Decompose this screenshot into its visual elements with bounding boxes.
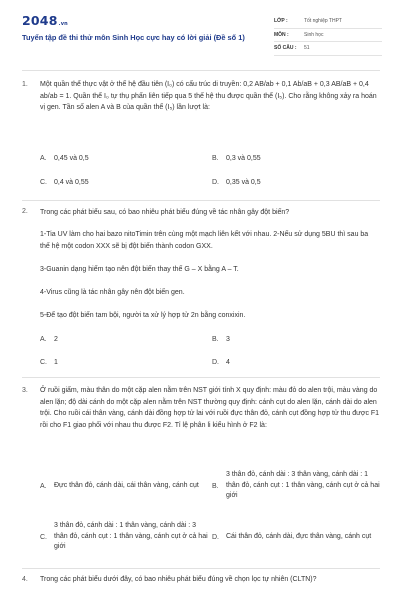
question-text: Một quần thể thực vật ở thế hệ đầu tiên (I₀) có cấu trúc di truyền: 0,2 AB/ab + 0,1 Ab/aB + 0,3 AB/aB + 0,4 ab/ab = 1. Quần thể I₀ tự thụ phấn liên tiếp qua 5 thế hệ thu được quần thể (I₅). Cho rằng không xảy ra hoán vị gen. Tần số alen A và B của quần thể (I₅) lần lượt là: <box>40 81 377 112</box>
meta-label: SỐ CÂU : <box>274 45 297 52</box>
option-letter: D. <box>212 179 219 186</box>
option-b[interactable] <box>212 465 380 507</box>
option-text: 0,45 và 0,5 <box>54 155 89 162</box>
option-text: 3 <box>226 336 230 343</box>
option-text: 3 thân đỏ, cánh dài : 1 thân vàng, cánh dài : 3 thân đỏ, cánh cụt : 1 thân vàng, cánh cụt ở cả hai giới <box>54 522 208 551</box>
meta-row-subject <box>274 29 382 43</box>
site-logo[interactable] <box>22 13 68 28</box>
statement-1-2: 1-Tia UV làm cho hai bazo nitoTimin trên cùng một mạch liên kết với nhau. 2-Nếu sử dụng 5BU thì sau ba thế hệ một codon XXX sẽ bị đột biến thành codon GXX. <box>40 231 369 250</box>
option-text: 2 <box>54 336 58 343</box>
document-meta <box>274 15 382 56</box>
meta-label: LỚP : <box>274 18 288 25</box>
divider <box>22 200 380 201</box>
meta-value: Tốt nghiệp THPT <box>304 18 342 25</box>
question-number: 1. <box>22 81 28 88</box>
option-letter: C. <box>40 179 47 186</box>
option-text: 4 <box>226 359 230 366</box>
option-text: 3 thân đỏ, cánh dài : 3 thân vàng, cánh dài : 1 thân đỏ, cánh cụt : 1 thân vàng, cánh cụt ở cả hai giới <box>226 471 380 500</box>
question-text: Trong các phát biểu dưới đây, có bao nhiêu phát biểu đúng về chọn lọc tự nhiên (CLTN)? <box>40 576 317 583</box>
question-text: Ở ruồi giấm, màu thân do một cặp alen nằm trên NST giới tính X quy định: màu đỏ do alen trội, màu vàng do alen lặn; độ dài cánh do một cặp alen nằm trên NST thường quy định: cánh cụt do alen lặn, cánh dài do alen trội. Cho ruồi cái thân vàng, cánh dài đồng hợp tử lai với ruồi đực thân đỏ, cánh cụt đồng hợp tử thu được F1 rồi cho F1 giao phối với nhau thu được F2. Tỉ lệ phân li kiểu hình ở F2 là: <box>40 387 380 429</box>
document-title: Tuyển tập đề thi thử môn Sinh Học cực hay có lời giải (Đề số 1) <box>22 33 245 42</box>
option-letter: A. <box>40 155 47 162</box>
question-2 <box>22 207 380 219</box>
option-letter: B. <box>212 155 219 162</box>
option-d[interactable] <box>212 516 380 558</box>
logo-suffix: .vn <box>58 21 68 27</box>
meta-label: MÔN : <box>274 31 289 38</box>
option-text: 0,3 và 0,55 <box>226 155 261 162</box>
option-text: Đực thân đỏ, cánh dài, cái thân vàng, cánh cụt <box>54 481 199 489</box>
logo-text: 2048 <box>22 13 58 28</box>
option-b[interactable] <box>212 334 230 345</box>
option-letter: D. <box>212 359 219 366</box>
meta-value: 51 <box>304 45 310 52</box>
option-letter: B. <box>212 482 219 490</box>
option-d[interactable] <box>212 357 230 368</box>
meta-row-count <box>274 42 382 56</box>
option-d[interactable] <box>212 177 261 188</box>
question-4 <box>22 574 380 598</box>
divider <box>22 70 380 71</box>
option-b[interactable] <box>212 153 261 164</box>
option-text: 0,4 và 0,55 <box>54 179 89 186</box>
option-a[interactable] <box>40 334 58 345</box>
statement-4: 4-Virus cũng là tác nhân gây nên đột biến gen. <box>40 289 185 296</box>
option-letter: A. <box>40 336 47 343</box>
question-number: 3. <box>22 387 28 394</box>
option-text: Cái thân đỏ, cánh dài, đực thân vàng, cánh cụt <box>226 532 372 540</box>
option-text: 1 <box>54 359 58 366</box>
option-c[interactable] <box>40 177 89 188</box>
option-letter: A. <box>40 482 47 490</box>
option-letter: C. <box>40 533 47 541</box>
option-c[interactable] <box>40 516 208 558</box>
question-3 <box>22 385 380 455</box>
option-a[interactable] <box>40 465 208 507</box>
question-number: 4. <box>22 576 28 583</box>
option-letter: C. <box>40 359 47 366</box>
divider <box>22 568 380 569</box>
divider <box>22 377 380 378</box>
option-c[interactable] <box>40 357 58 368</box>
question-1 <box>22 79 380 201</box>
question-text: Trong các phát biểu sau, có bao nhiêu phát biểu đúng về tác nhân gây đột biến? <box>40 209 290 216</box>
statement-5: 5-Để tạo đột biến tam bội, người ta xử lý hợp tử 2n bằng conxixin. <box>40 312 246 319</box>
option-letter: B. <box>212 336 219 343</box>
statement-3: 3-Guanin dạng hiếm tạo nên đột biến thay thế G – X bằng A – T. <box>40 266 239 273</box>
meta-value: Sinh học <box>304 31 324 38</box>
document-header <box>22 13 382 61</box>
meta-row-class <box>274 15 382 29</box>
option-a[interactable] <box>40 153 89 164</box>
option-letter: D. <box>212 533 219 541</box>
option-text: 0,35 và 0,5 <box>226 179 261 186</box>
question-number: 2. <box>22 208 28 215</box>
